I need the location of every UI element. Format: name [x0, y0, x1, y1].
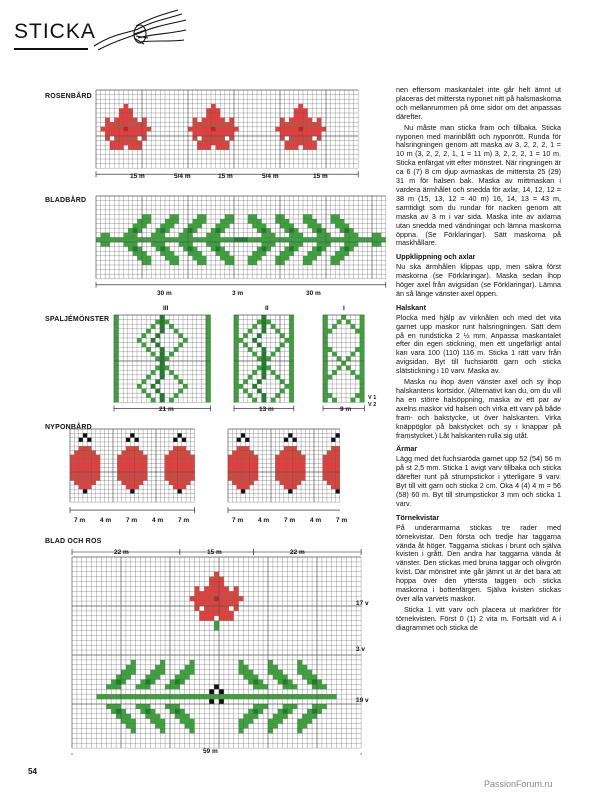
side-label: V 2 — [368, 402, 377, 408]
section-title: STICKA — [14, 20, 96, 43]
bladbard-chart — [92, 192, 392, 300]
yarn-skein-icon — [90, 8, 190, 56]
dim-label: 4 m — [152, 517, 164, 524]
section-heading: Halskant — [396, 302, 426, 312]
spaljemonster-chart — [92, 305, 392, 415]
side-label: V 1 — [368, 395, 377, 401]
dim-label: 7 m — [126, 517, 138, 524]
dim-label: 7 m — [336, 517, 348, 524]
blad-och-ros-chart — [40, 545, 380, 755]
dim-label: 15 m — [130, 173, 145, 180]
dim-label: 7 m — [178, 517, 190, 524]
dim-label: 5/4 m — [174, 173, 191, 180]
dim-label: 15 m — [207, 549, 222, 556]
dim-label: 13 m — [259, 406, 274, 413]
section-heading: Törnekvistar — [396, 512, 440, 522]
section-heading: Ärmar — [396, 444, 418, 454]
dim-label: 59 m — [203, 748, 218, 755]
dim-label: 22 m — [290, 549, 305, 556]
dim-label: 21 m — [159, 406, 174, 413]
title-rule — [14, 48, 88, 50]
dim-label: 9 m — [340, 406, 352, 413]
dim-label: 30 m — [306, 290, 321, 297]
dim-label: 5/4 m — [262, 173, 279, 180]
roman-label: I — [343, 305, 345, 312]
instructions-text — [396, 86, 561, 635]
roman-label: II — [265, 305, 269, 312]
dim-label: 4 m — [100, 517, 112, 524]
paragraph: Sticka 1 vitt varv och placera ut markörer för törnekvisten. Först 0 (1) 2 vita m. Fortsätt vid A i diagrammet och sticka de — [396, 604, 561, 632]
watermark: PassionForum.ru — [484, 779, 553, 789]
paragraph: Lägg med det fuchsiaröda garnet upp 52 (54) 56 m på st 2,5 mm. Sticka 1 avigt varv tillbaka och sticka därefter runt på strumpstickor i ytterligare 9 varv. Byt till vitt garn och sticka 2 cm. Öka 4 (4) 4 m = 56 (58) 60 m. Byt till strumpstickor 3 mm och sticka 1 varv. — [396, 454, 561, 508]
paragraph: På underarmarna stickas tre rader med törnekvistar. Den första och tredje har taggarna vända åt höger. Taggarna stickas i brunt och själva kvisten i grått. Den andra har taggarna vända åt vänster. Den stickas med bruna taggar och olivgrön kvist. Där mönstret inte går jämnt ut är det bara att hoppa över den yttersta taggen och sticka maskorna i bottenfärgen. Själva kvisten stickas över alla varvets maskor. — [396, 522, 561, 603]
dim-label: 30 m — [157, 290, 172, 297]
nyponbard-chart — [40, 425, 340, 527]
chart-title-spaljemonster: SPALJÉMÖNSTER — [45, 316, 110, 323]
chart-title-bladbard: BLADBÅRD — [45, 197, 87, 204]
chart-title-nyponbard: NYPONBÅRD — [45, 424, 92, 431]
dim-label: 15 m — [313, 173, 328, 180]
section-heading: Uppklippning och axlar — [396, 252, 476, 262]
chart-title-blad-och-ros: BLAD OCH ROS — [45, 538, 102, 545]
paragraph: Plocka med hjälp av virknålen och med det vita garnet upp maskor runt halsringningen. Sätt dem på en rundsticka 2 ½ mm. Anpassa maskantalet efter din egen stickning, men ett ungefärligt antal kan vara 100 (110) 116 m. Sticka 1 rätt varv från avigsidan. Byt till fuchsiarött garn och sticka slätstickning i 10 varv. Maska av. — [396, 312, 561, 376]
page-number: 54 — [28, 767, 37, 776]
dim-label: 22 m — [114, 549, 129, 556]
dim-label: 19 v — [356, 697, 369, 704]
paragraph: Nu ska ärmhålen klippas upp, men säkra först maskorna (se Förklaringar). Maska sedan ihop höger axel från avigsidan (se Förklaringar). Lämna än så länge vänster axel öppen. — [396, 262, 561, 298]
dim-label: 7 m — [232, 517, 244, 524]
dim-label: 7 m — [74, 517, 86, 524]
paragraph: nen eftersom maskantalet inte går helt ämnt ut placeras det mittersta nyponet nitt på halsmaskorna och mellanrummen på öme sidor om det anpassas därefter. — [396, 85, 561, 121]
roman-label: III — [163, 305, 169, 312]
paragraph: Nu måste man sticka fram och tillbaka. Sticka nyponen med marinblått och nyponrött. Runda för halsringningen genom att maska av 3, 2, 2, 2, 1 = 10 m (3, 2, 2, 2, 1, 1 = 11 m) 3, 2, 2, 2, 1 = 10 m. Sticka enfärgat vitt efter mönstret. När ringningen är ca 6 (7) 8 cm djup avmaskas de mittersta 25 (29) 31 m för halsen bak. Maska av mittmaskan i vardera ärmhålet och snedda för axlar, 14, 12, 12 = 38 m (15, 13, 12 = 40 m) 16, 14, 13 = 43 m, samtidigt som du rundar för nacken genom att maska av 3 m i var sida. Maska inte av axlarna utan snedda med vändningar och lämna maskorna öppna. (Se Förklaringar). Sätt maskorna på maskhållare. — [396, 122, 561, 248]
chart-title-rosenbard: ROSENBÅRD — [45, 93, 92, 100]
dim-label: 17 v — [356, 600, 369, 607]
dim-label: 3 v — [356, 646, 366, 653]
paragraph: Maska nu ihop även vänster axel och sy ihop halskantens kortsidor. (Alternativt kan du, om du vill ha en större halsöppning, maska av ett par av axelns maskor vid halsen och virka ett varv på både fram- och bakstycke, ut över halskanten. Virka knäppöglor på bakstycket och sy i knappar på framstycket.) Låt halskanten rulla sig utåt. — [396, 377, 561, 440]
dim-label: 4 m — [310, 517, 322, 524]
dim-label: 3 m — [232, 290, 244, 297]
dim-label: 7 m — [284, 517, 296, 524]
dim-label: 15 m — [218, 173, 233, 180]
dim-label: 4 m — [258, 517, 270, 524]
